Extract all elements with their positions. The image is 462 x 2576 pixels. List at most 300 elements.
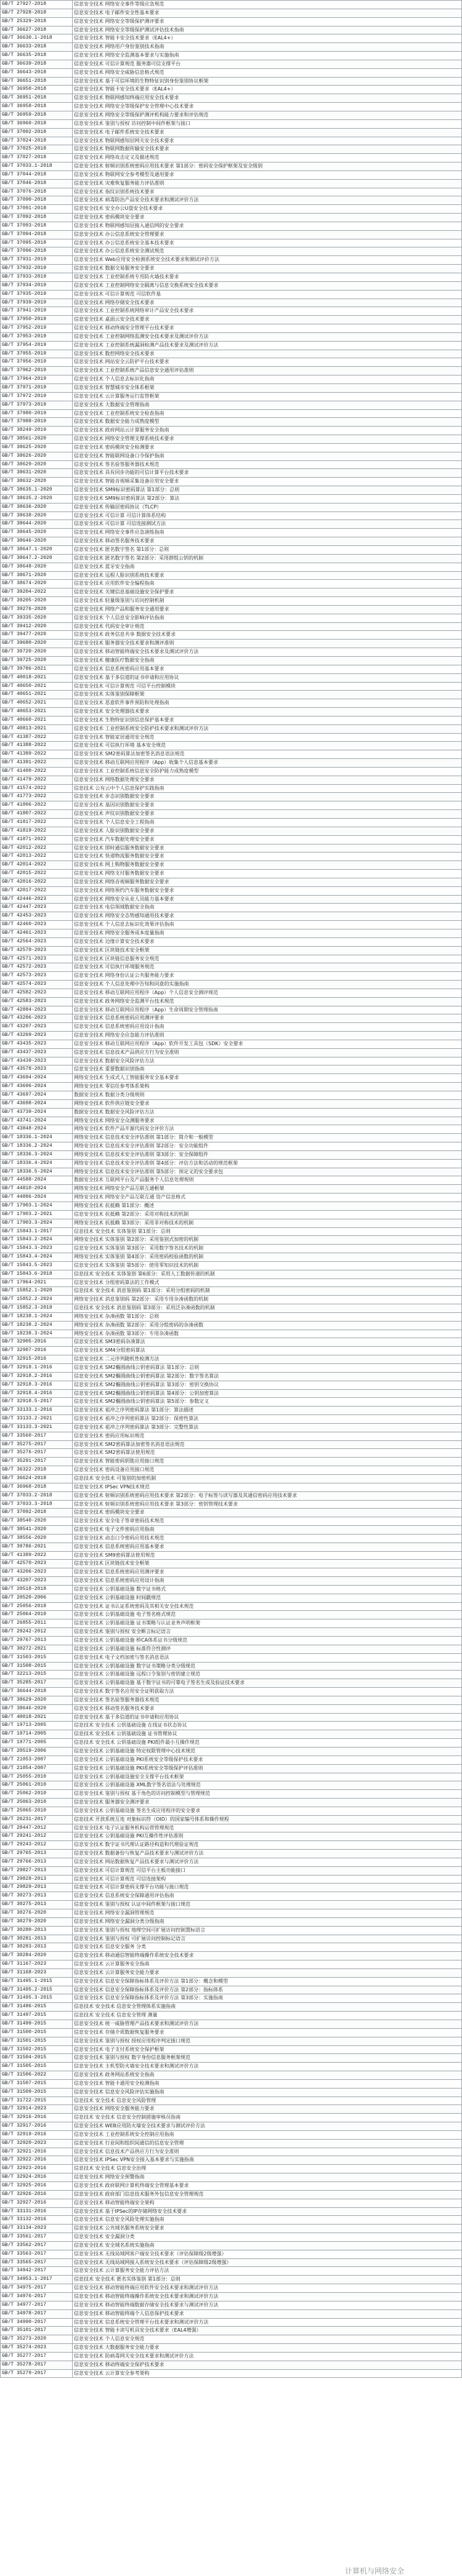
- standard-code: GB/T 36968-2018: [1, 1483, 73, 1491]
- standard-name: 信息安全技术 证书认证系统密码及其相关安全技术规范: [73, 1602, 462, 1611]
- standard-name: 信息安全技术 实体鉴别保障框架: [73, 691, 462, 699]
- table-row: [1, 1832, 462, 1841]
- standard-code: GB/T 37980-2019: [1, 409, 73, 418]
- standard-code: GB/T 27928-2018: [1, 9, 73, 17]
- table-row: [1, 605, 462, 614]
- standard-code: GB/T 36635-2018: [1, 52, 73, 60]
- standard-name: 信息安全技术 网络安全监测基本要求与实施指南: [73, 52, 462, 60]
- standard-name: 信息安全技术 信息系统密码应用设计指南: [73, 1023, 462, 1032]
- standard-name: 信息安全技术 公钥基础设施 远程口令鉴别与密钥建立规范: [73, 1671, 462, 1679]
- standard-name: 信息安全技术 网络身份认证公共服务能力要求: [73, 972, 462, 981]
- standard-code: GB/T 39680-2020: [1, 640, 73, 648]
- table-row: [1, 2190, 462, 2199]
- table-row: [1, 2233, 462, 2242]
- table-row: [1, 1645, 462, 1653]
- table-row: [1, 1790, 462, 1799]
- table-row: [1, 520, 462, 529]
- standard-code: GB/T 39477-2020: [1, 631, 73, 640]
- table-row: [1, 1952, 462, 1960]
- table-row: [1, 1, 462, 9]
- standard-code: GB/T 37972-2019: [1, 392, 73, 401]
- standard-name: 信息安全技术 智能音视频采集设备应用安全要求: [73, 478, 462, 486]
- table-row: [1, 640, 462, 648]
- table-row: [1, 205, 462, 214]
- standard-code: GB/T 32922-2016: [1, 2156, 73, 2165]
- table-row: [1, 759, 462, 768]
- table-row: [1, 486, 462, 495]
- table-row: [1, 1440, 462, 1449]
- table-row: [1, 963, 462, 972]
- standard-code: GB/T 37956-2019: [1, 358, 73, 367]
- standard-code: GB/T 40651-2021: [1, 691, 73, 699]
- table-row: [1, 469, 462, 478]
- standard-name: 信息安全技术 电子邮件系统安全技术要求: [73, 128, 462, 137]
- standard-code: GB/T 43206-2023: [1, 1014, 73, 1023]
- table-row: [1, 1560, 462, 1568]
- table-row: [1, 2207, 462, 2216]
- table-row: [1, 1057, 462, 1065]
- standard-name: 信息安全技术 SM2椭圆曲线公钥密码算法 第2部分：数字签名算法: [73, 1372, 462, 1381]
- standard-code: GB/T 29766-2013: [1, 1858, 73, 1866]
- standard-code: GB/T 31495.2-2015: [1, 1986, 73, 1994]
- table-row: [1, 332, 462, 341]
- standard-name: 信息安全技术 公钥基础设施安全支撑平台技术框架: [73, 1773, 462, 1781]
- standard-name: 信息安全技术 网上购物服务数据安全要求: [73, 861, 462, 870]
- standard-name: 信息安全技术 人脸识别数据安全要求: [73, 827, 462, 835]
- table-row: [1, 580, 462, 588]
- standard-name: 信息安全技术 移动智能终端应用软件安全技术要求和测试评价方法: [73, 2284, 462, 2293]
- table-row: [1, 94, 462, 103]
- standard-name: 信息安全技术 网络攻击定义及描述规范: [73, 154, 462, 163]
- table-row: [1, 554, 462, 563]
- standard-name: 信息安全技术 健康医疗数据安全指南: [73, 656, 462, 665]
- table-row: [1, 819, 462, 827]
- standard-name: 信息安全技术 信息技术产品供应方行为安全准则: [73, 2148, 462, 2156]
- table-row: [1, 316, 462, 324]
- table-row: [1, 1014, 462, 1023]
- table-row: [1, 1577, 462, 1586]
- table-row: [1, 1892, 462, 1901]
- standard-name: 信息技术 安全技术 公钥基础设施 在线证书状态协议: [73, 1722, 462, 1730]
- standard-name: 信息安全技术 网站数据恢复产品技术要求与测试评价方法: [73, 1858, 462, 1866]
- standard-name: 信息安全技术 SM2密码算法加密签名消息语法规范: [73, 1440, 462, 1449]
- table-row: [1, 2045, 462, 2054]
- table-row: [1, 137, 462, 145]
- standard-name: 信息安全技术 信息安全保障指标体系及评价方法 第2部分：指标体系: [73, 1986, 462, 1994]
- table-row: [1, 2344, 462, 2353]
- table-row: [1, 34, 462, 43]
- standard-name: 信息安全技术 工业控制系统网络审计产品安全技术要求: [73, 307, 462, 316]
- table-row: [1, 1338, 462, 1347]
- standard-code: GB/T 41479-2022: [1, 776, 73, 784]
- standard-code: GB/T 32918.3-2016: [1, 1381, 73, 1389]
- standard-code: GB/T 41871-2022: [1, 835, 73, 844]
- standard-name: 信息安全技术 电子邮件安全性基本要求: [73, 9, 462, 17]
- standard-code: GB/T 36958-2018: [1, 103, 73, 111]
- standard-code: GB/T 31508-2015: [1, 1662, 73, 1671]
- standard-name: 信息技术 安全技术 消息鉴别码 第1部分：采用分组密码的机制: [73, 1287, 462, 1296]
- standard-code: GB/T 36643-2018: [1, 68, 73, 77]
- table-row: [1, 2165, 462, 2173]
- standard-code: GB/T 42453-2023: [1, 912, 73, 921]
- table-row: [1, 2199, 462, 2207]
- standard-code: GB/T 42570-2023: [1, 946, 73, 955]
- standard-name: 信息安全技术 行业间和组织间通信的信息安全管理: [73, 2139, 462, 2148]
- standard-name: 信息安全技术 工业控制系统安全防护技术要求和测试评价方法: [73, 724, 462, 733]
- standard-code: GB/T 41391-2022: [1, 759, 73, 768]
- table-row: [1, 1236, 462, 1245]
- table-row: [1, 2241, 462, 2250]
- standard-name: 信息安全技术 物联网感知终端应用安全技术要求: [73, 94, 462, 103]
- standard-code: GB/T 32927-2016: [1, 2199, 73, 2207]
- table-row: [1, 571, 462, 580]
- standard-code: GB/T 38635.2-2020: [1, 494, 73, 503]
- standard-name: 信息安全技术 SM4分组密码算法: [73, 1347, 462, 1355]
- standard-name: 信息安全技术 存储介质数据恢复服务要求: [73, 2028, 462, 2037]
- table-row: [1, 494, 462, 503]
- standard-name: 网络安全技术 杂凑函数 第2部分：采用分组密码的杂凑函数: [73, 1321, 462, 1330]
- standard-code: GB/T 25061-2010: [1, 1781, 73, 1790]
- standard-name: 信息安全技术 SM9密码算法使用规范: [73, 1551, 462, 1560]
- standard-code: GB/T 35276-2017: [1, 1449, 73, 1458]
- standard-code: GB/T 43696-2024: [1, 1083, 73, 1091]
- standard-code: GB/T 36322-2018: [1, 1466, 73, 1475]
- table-row: [1, 801, 462, 810]
- table-row: [1, 119, 462, 128]
- standard-name: 信息安全技术 工业控制系统安全控制应用指南: [73, 2130, 462, 2139]
- table-row: [1, 1960, 462, 1969]
- standard-name: 信息安全技术 SM3密码杂凑算法: [73, 1338, 462, 1347]
- table-row: [1, 1458, 462, 1466]
- table-row: [1, 503, 462, 512]
- standard-name: 信息安全技术 公钥基础设施 XML数字签名语法与处理规范: [73, 1781, 462, 1790]
- standard-code: GB/T 30281-2013: [1, 1935, 73, 1943]
- standard-name: 信息安全技术 信息系统密码应用测评要求: [73, 1568, 462, 1577]
- standard-code: GB/T 41574-2022: [1, 784, 73, 793]
- standard-name: 信息安全技术 公钥基础设施 特定权限管理中心技术规范: [73, 1747, 462, 1755]
- standard-code: GB/T 33131-2016: [1, 2207, 73, 2216]
- table-row: [1, 247, 462, 256]
- table-row: [1, 1824, 462, 1832]
- standard-code: GB/T 38647.2-2020: [1, 554, 73, 563]
- standard-code: GB/T 40018-2021: [1, 1713, 73, 1722]
- table-row: [1, 767, 462, 776]
- table-row: [1, 1389, 462, 1398]
- table-row: [1, 1278, 462, 1287]
- standard-code: GB/T 43439-2023: [1, 1057, 73, 1065]
- standard-code: GB/T 29767-2013: [1, 1637, 73, 1645]
- standard-code: GB/T 37950-2019: [1, 316, 73, 324]
- standard-name: 网络安全技术 信息技术安全评估准则 第3部分：安全保障组件: [73, 1150, 462, 1159]
- standard-name: 网络安全技术 信息技术安全评估准则 第5部分：预定义的安全要求包: [73, 1168, 462, 1176]
- standard-code: GB/T 42015-2022: [1, 870, 73, 878]
- standard-code: GB/T 31722-2015: [1, 2097, 73, 2105]
- standard-code: GB/T 38631-2020: [1, 469, 73, 478]
- standard-name: 信息安全技术 SM9标识密码算法 第1部分：总则: [73, 486, 462, 495]
- standard-code: GB/T 35275-2017: [1, 1440, 73, 1449]
- standard-code: GB/T 42564-2023: [1, 937, 73, 946]
- standard-name: 信息安全技术 祖冲之序列密码算法 第1部分：算法描述: [73, 1406, 462, 1415]
- standard-name: 信息技术 安全技术 信息安全治理: [73, 2165, 462, 2173]
- table-row: [1, 529, 462, 537]
- standard-name: 信息安全技术 信息系统安全管理平台技术要求和测试评价方法: [73, 2318, 462, 2327]
- table-row: [1, 997, 462, 1006]
- standard-code: GB/T 36630.1-2018: [1, 34, 73, 43]
- table-row: [1, 844, 462, 853]
- standard-code: GB/T 32905-2016: [1, 1338, 73, 1347]
- standard-name: 信息技术 安全技术 消息鉴别码 第3部分：采用泛杂凑函数的机制: [73, 1304, 462, 1313]
- table-row: [1, 26, 462, 34]
- table-row: [1, 861, 462, 870]
- standard-name: 信息安全技术 移动互联网应用程序（App）收集个人信息基本要求: [73, 759, 462, 768]
- table-row: [1, 128, 462, 137]
- standard-code: GB/T 38556-2020: [1, 1534, 73, 1543]
- table-row: [1, 2088, 462, 2097]
- standard-code: GB/T 34977-2017: [1, 2301, 73, 2309]
- standard-code: GB/T 15843.5-2023: [1, 1261, 73, 1270]
- standard-code: GB/T 37935-2019: [1, 290, 73, 299]
- standard-code: GB/T 26231-2017: [1, 1815, 73, 1824]
- standard-code: GB/T 38674-2020: [1, 580, 73, 588]
- table-row: [1, 989, 462, 997]
- standard-code: GB/T 37931-2019: [1, 256, 73, 265]
- standard-name: 信息技术 安全技术 公钥基础设施 证书管理协议: [73, 1730, 462, 1739]
- table-row: [1, 401, 462, 409]
- table-row: [1, 2276, 462, 2284]
- standard-code: GB/T 42884-2023: [1, 1006, 73, 1014]
- standard-code: GB/T 42447-2023: [1, 904, 73, 912]
- table-row: [1, 1125, 462, 1134]
- table-row: [1, 2063, 462, 2071]
- standard-name: 信息安全技术 工业控制系统产品信息安全通用评估准则: [73, 367, 462, 375]
- standard-name: 信息安全技术 数据交易服务安全要求: [73, 265, 462, 273]
- standard-code: GB/T 40653-2021: [1, 708, 73, 716]
- standard-name: 信息安全技术 公钥基础设施 PKI系统安全等级保护技术要求: [73, 1755, 462, 1764]
- table-row: [1, 1696, 462, 1704]
- standard-code: GB/T 35279-2017: [1, 2369, 73, 2378]
- standard-code: GB/T 37076-2018: [1, 188, 73, 196]
- standard-code: GB/T 32926-2016: [1, 2190, 73, 2199]
- standard-name: 信息安全技术 基于多信道的证书申请和应用协议: [73, 673, 462, 682]
- standard-name: 网络安全技术 信息技术安全评估准则 第1部分：简介和一般模型: [73, 1134, 462, 1142]
- standard-code: GB/T 38625-2020: [1, 443, 73, 452]
- standard-code: GB/T 25063-2010: [1, 1799, 73, 1807]
- standard-code: GB/T 17903.3-2024: [1, 1219, 73, 1227]
- standard-code: GB/T 33563-2017: [1, 2250, 73, 2258]
- table-row: [1, 2114, 462, 2122]
- table-row: [1, 537, 462, 546]
- table-row: [1, 299, 462, 307]
- standard-code: GB/T 32918.2-2016: [1, 1372, 73, 1381]
- standard-code: GB/T 31507-2015: [1, 2079, 73, 2088]
- standard-code: GB/T 37024-2018: [1, 137, 73, 145]
- standard-name: 信息安全技术 重要数据识别指南: [73, 1065, 462, 1074]
- standard-name: 信息安全技术 祖冲之序列密码算法 第2部分：保密性算法: [73, 1415, 462, 1424]
- standard-name: 信息安全技术 网络安全服务能力要求: [73, 2105, 462, 2114]
- standard-code: GB/T 40650-2021: [1, 682, 73, 691]
- table-row: [1, 1637, 462, 1645]
- standard-name: 信息安全技术 签名验签服务器技术规范: [73, 1696, 462, 1704]
- table-row: [1, 358, 462, 367]
- standard-name: 信息安全技术 移动互联网应用程序（App）生命周期安全管理指南: [73, 1006, 462, 1014]
- table-row: [1, 281, 462, 290]
- table-row: [1, 1159, 462, 1168]
- table-row: [1, 103, 462, 111]
- table-row: [1, 1722, 462, 1730]
- table-row: [1, 2156, 462, 2165]
- table-row: [1, 1807, 462, 1815]
- table-row: [1, 2361, 462, 2369]
- standard-code: GB/T 41819-2022: [1, 827, 73, 835]
- standard-name: 信息安全技术 安全处理器技术要求: [73, 708, 462, 716]
- standard-code: GB/T 15843.2-2024: [1, 1236, 73, 1245]
- table-row: [1, 60, 462, 68]
- table-row: [1, 452, 462, 460]
- table-row: [1, 2097, 462, 2105]
- standard-code: GB/T 31505-2015: [1, 2063, 73, 2071]
- standard-code: GB/T 37934-2019: [1, 281, 73, 290]
- table-row: [1, 929, 462, 937]
- standard-name: 信息安全技术 公钥基础设施 桥CA体系证书分级规范: [73, 1637, 462, 1645]
- standard-name: 信息安全技术 网络用户身份鉴别技术指南: [73, 43, 462, 52]
- standard-name: 信息安全技术 数控网络安全技术要求: [73, 350, 462, 358]
- standard-name: 信息安全技术 步态识别数据安全要求: [73, 793, 462, 801]
- standard-code: GB/T 42573-2023: [1, 972, 73, 981]
- table-row: [1, 512, 462, 520]
- table-row: [1, 546, 462, 555]
- standard-code: GB/T 42461-2023: [1, 929, 73, 937]
- standard-code: GB/T 44810-2024: [1, 1185, 73, 1194]
- table-row: [1, 179, 462, 188]
- standard-code: GB/T 41807-2022: [1, 810, 73, 819]
- table-row: [1, 2225, 462, 2233]
- table-row: [1, 1986, 462, 1994]
- standard-name: 信息安全技术 鉴别与授权 安全断言标记语言: [73, 1628, 462, 1637]
- table-row: [1, 886, 462, 895]
- standard-name: 网络安全技术 网络安全产品互联互通框架: [73, 1185, 462, 1194]
- standard-name: 信息安全技术 SM2椭圆曲线公钥密码算法 第1部分：总则: [73, 1364, 462, 1373]
- table-row: [1, 1040, 462, 1048]
- table-row: [1, 904, 462, 912]
- table-row: [1, 2250, 462, 2258]
- table-row: [1, 1099, 462, 1108]
- table-row: [1, 435, 462, 444]
- standard-name: 网络安全技术 杂凑函数 第3部分：专用杂凑函数: [73, 1330, 462, 1338]
- table-row: [1, 1065, 462, 1074]
- standard-name: 信息安全技术 可信计算规范 服务器可信支撑平台: [73, 60, 462, 68]
- table-row: [1, 1781, 462, 1790]
- standard-name: 信息安全技术 防病毒网关安全技术要求和测试评价方法: [73, 2352, 462, 2361]
- standard-code: GB/T 37092-2018: [1, 1509, 73, 1517]
- standard-code: GB/T 34990-2017: [1, 2318, 73, 2327]
- table-row: [1, 239, 462, 247]
- standard-code: GB/T 37044-2018: [1, 171, 73, 179]
- standard-name: 信息安全技术 鉴别与授权 可扩展访问控制标记语言: [73, 1935, 462, 1943]
- table-row: [1, 2335, 462, 2344]
- standard-name: 信息安全技术 政务网站系统安全指南: [73, 2071, 462, 2080]
- standard-name: 信息安全技术 无线局域网接入系统安全技术要求（评估保障级2级增强）: [73, 2258, 462, 2267]
- standard-name: 信息安全技术 智能家居通用安全规范: [73, 733, 462, 742]
- table-row: [1, 1653, 462, 1662]
- standard-code: GB/T 38636-2020: [1, 503, 73, 512]
- standard-name: 信息安全技术 SM2密码算法加密签名消息语法规范: [73, 750, 462, 759]
- standard-name: 信息安全技术 公钥基础设施 签名生成应用程序的安全要求: [73, 1807, 462, 1815]
- standard-name: 信息安全技术 服务器安全测评要求: [73, 1799, 462, 1807]
- standard-code: GB/T 19714-2005: [1, 1730, 73, 1739]
- standard-code: GB/T 43207-2023: [1, 1577, 73, 1586]
- standard-name: 信息安全技术 云计算服务安全能力要求: [73, 1968, 462, 1977]
- standard-name: 信息安全技术 移动终端安全管理平台技术要求: [73, 324, 462, 333]
- table-row: [1, 2037, 462, 2045]
- table-row: [1, 1176, 462, 1185]
- table-row: [1, 750, 462, 759]
- standard-name: 数据安全技术 数据分类分级规则: [73, 1091, 462, 1100]
- standard-name: 网络安全技术 信息技术安全评估准则 第4部分：评估方法和活动的规范框架: [73, 1159, 462, 1168]
- standard-code: GB/T 37964-2019: [1, 375, 73, 384]
- table-row: [1, 1466, 462, 1475]
- standard-name: 信息安全技术 区块链技术安全框架: [73, 946, 462, 955]
- standard-code: GB/T 32213-2015: [1, 1671, 73, 1679]
- table-row: [1, 708, 462, 716]
- standard-name: 信息安全技术 网络存储安全技术要求: [73, 299, 462, 307]
- standard-code: GB/T 19713-2005: [1, 1722, 73, 1730]
- table-row: [1, 1704, 462, 1713]
- standard-code: GB/T 43698-2024: [1, 1099, 73, 1108]
- table-row: [1, 776, 462, 784]
- table-row: [1, 870, 462, 878]
- table-row: [1, 2301, 462, 2309]
- standard-name: 信息安全技术 可信计算 可信计算体系结构: [73, 512, 462, 520]
- standard-code: GB/T 42460-2023: [1, 921, 73, 929]
- table-row: [1, 2003, 462, 2012]
- table-row: [1, 1671, 462, 1679]
- table-row: [1, 1909, 462, 1918]
- standard-code: GB/T 43207-2023: [1, 1023, 73, 1032]
- standard-code: GB/T 35101-2017: [1, 2327, 73, 2335]
- standard-code: GB/T 39786-2021: [1, 1543, 73, 1551]
- table-row: [1, 2284, 462, 2293]
- standard-code: GB/T 42574-2023: [1, 981, 73, 989]
- table-row: [1, 1815, 462, 1824]
- standard-code: GB/T 40652-2021: [1, 699, 73, 708]
- table-row: [1, 307, 462, 316]
- standard-code: GB/T 37932-2019: [1, 265, 73, 273]
- standard-name: 网络安全技术 抗抵赖 第1部分：概述: [73, 1202, 462, 1210]
- standard-code: GB/T 29243-2012: [1, 1841, 73, 1850]
- standard-name: 信息安全技术 公钥基础设施 电子签名格式规范: [73, 1611, 462, 1619]
- standard-code: GB/T 30275-2013: [1, 1901, 73, 1909]
- table-row: [1, 2292, 462, 2301]
- standard-code: GB/T 41773-2022: [1, 793, 73, 801]
- standard-name: 信息安全技术 区块链信息服务安全规范: [73, 955, 462, 963]
- standard-code: GB/T 21053-2007: [1, 1755, 73, 1764]
- table-row: [1, 955, 462, 963]
- standard-name: 信息安全技术 匿名数字签名 第1部分：总则: [73, 546, 462, 555]
- standard-code: GB/T 37962-2019: [1, 367, 73, 375]
- standard-code: GB/T 43697-2024: [1, 1091, 73, 1100]
- table-row: [1, 827, 462, 835]
- standard-name: 网络安全技术 杂凑函数 第1部分：总则: [73, 1312, 462, 1321]
- standard-code: GB/T 25329-2018: [1, 17, 73, 26]
- standard-code: GB/T 34953.1-2017: [1, 2276, 73, 2284]
- table-row: [1, 188, 462, 196]
- standard-name: 信息安全技术 政务信息共享 数据安全技术要求: [73, 631, 462, 640]
- standard-name: 信息安全技术 射频识别系统密码应用技术要求 第3部分：密钥管理技术要求: [73, 1500, 462, 1509]
- standard-code: GB/T 37939-2019: [1, 299, 73, 307]
- table-row: [1, 392, 462, 401]
- table-row: [1, 1364, 462, 1373]
- standard-name: 信息安全技术 应用软件安全编程指南: [73, 580, 462, 588]
